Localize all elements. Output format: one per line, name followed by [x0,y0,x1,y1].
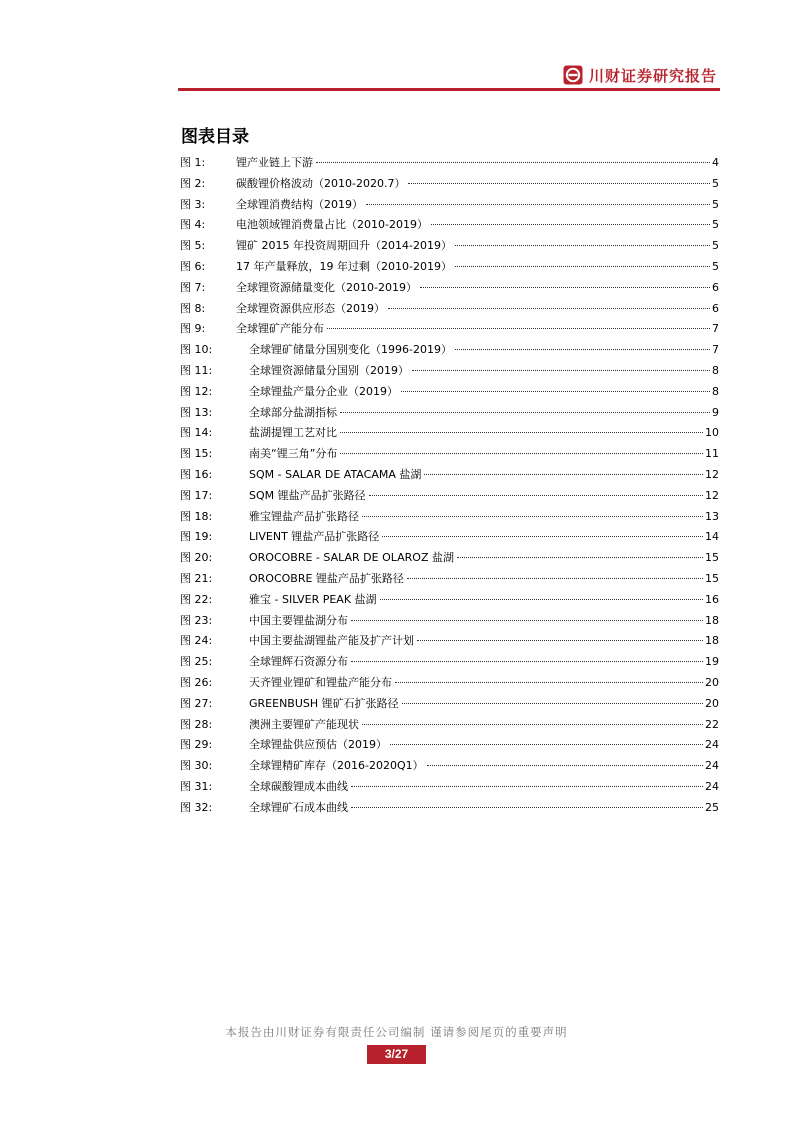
toc-entry[interactable] [180,590,719,611]
toc-entry-title[interactable]: OROCOBRE - SALAR DE OLAROZ 盐湖 [249,551,454,565]
toc-entry-label: 图 16: [180,467,213,481]
toc-entry[interactable] [180,569,719,590]
toc-entry[interactable] [180,527,719,548]
toc-entry[interactable] [180,319,719,340]
toc-entry-label: 图 19: [180,530,213,544]
footer-disclaimer: 本报告由川财证券有限责任公司编制 谨请参阅尾页的重要声明 [225,1025,568,1039]
toc-entry[interactable] [180,548,719,569]
toc-entry-page[interactable]: 20 [705,675,719,689]
toc-entry-title[interactable]: LIVENT 锂盐产品扩张路径 [249,530,380,544]
toc-entry[interactable] [180,715,719,736]
toc-dot-leader [457,557,703,558]
toc-entry[interactable] [180,153,719,174]
toc-dot-leader [420,287,710,288]
toc-entry-page[interactable]: 24 [705,759,719,773]
toc-dot-leader [380,599,703,600]
toc-entry-title[interactable]: 全球锂辉石资源分布 [249,655,348,669]
toc-entry-page[interactable]: 15 [705,551,719,565]
toc-entry-label: 图 4: [180,218,206,232]
toc-entry-title[interactable]: 全球碳酸锂成本曲线 [249,779,348,793]
brand-name: 川财证券研究报告 [588,66,717,85]
toc-entry[interactable] [180,507,719,528]
toc-entry-title[interactable]: 全球锂矿产能分布 [236,322,324,336]
toc-entry[interactable] [180,611,719,632]
toc-dot-leader [316,162,710,163]
toc-entry-label: 图 21: [180,571,213,585]
toc-entry[interactable] [180,694,719,715]
toc-entry[interactable] [180,652,719,673]
toc-dot-leader [417,640,703,641]
toc-entry[interactable] [180,236,719,257]
toc-entry-page[interactable]: 25 [705,800,719,814]
toc-entry-page[interactable]: 5 [712,197,719,211]
toc-entry-title[interactable]: 全球部分盐湖指标 [249,405,337,419]
toc-entry[interactable] [180,631,719,652]
toc-entry-page[interactable]: 14 [705,530,719,544]
toc-entry-title[interactable]: 全球锂精矿库存（2016-2020Q1） [249,759,424,773]
toc-entry-label: 图 15: [180,447,213,461]
page-header [0,0,793,92]
toc-entry-label: 图 11: [180,363,213,377]
toc-entry-label: 图 26: [180,675,213,689]
toc-entry-label: 图 28: [180,717,213,731]
toc-dot-leader [431,224,710,225]
toc-entry-title[interactable]: 全球锂资源储量变化（2010-2019） [236,280,417,294]
toc-entry[interactable] [180,486,719,507]
toc-dot-leader [351,807,703,808]
toc-entry[interactable] [180,174,719,195]
toc-entry-label: 图 3: [180,197,206,211]
toc-entry-label: 图 24: [180,634,213,648]
toc-dot-leader [408,183,710,184]
toc-entry-label: 图 31: [180,779,213,793]
toc-entry-title[interactable]: 全球锂盐产量分企业（2019） [249,384,398,398]
toc-entry-page[interactable]: 10 [705,426,719,440]
toc-entry-page[interactable]: 6 [712,301,719,315]
toc-entry-label: 图 22: [180,592,213,606]
toc-dot-leader [340,453,703,454]
toc-entry-label: 图 18: [180,509,213,523]
toc-dot-leader [395,682,703,683]
toc-entry[interactable] [180,278,719,299]
toc-entry-label: 图 10: [180,343,213,357]
toc-entry-label: 图 2: [180,176,206,190]
toc-dot-leader [412,370,710,371]
toc-entry-label: 图 8: [180,301,206,315]
toc-entry-page[interactable]: 16 [705,592,719,606]
toc-entry-label: 图 32: [180,800,213,814]
toc-entry[interactable] [180,423,719,444]
toc-dot-leader [401,391,710,392]
toc-entry[interactable] [180,403,719,424]
toc-dot-leader [340,412,710,413]
toc-entry-label: 图 25: [180,655,213,669]
toc-entry-title[interactable]: 全球锂消费结构（2019） [236,197,363,211]
toc-entry-title[interactable]: OROCOBRE 锂盐产品扩张路径 [249,571,404,585]
toc-entry-page[interactable]: 20 [705,696,719,710]
toc-dot-leader [327,328,710,329]
toc-entry-title[interactable]: 雅宝锂盐产品扩张路径 [249,509,359,523]
toc-entry-label: 图 30: [180,759,213,773]
toc-entry[interactable] [180,257,719,278]
toc-entry-page[interactable]: 15 [705,571,719,585]
toc-dot-leader [366,204,710,205]
toc-entry-title[interactable]: 电池领域锂消费量占比（2010-2019） [236,218,428,232]
toc-entry[interactable] [180,195,719,216]
toc-dot-leader [402,703,703,704]
toc-entry-page[interactable]: 8 [712,363,719,377]
toc-entry-page[interactable]: 7 [712,343,719,357]
toc-entry[interactable] [180,444,719,465]
toc-entry-label: 图 14: [180,426,213,440]
toc-entry-title[interactable]: 锂矿 2015 年投资周期回升（2014-2019） [236,239,452,253]
toc-dot-leader [390,744,703,745]
toc-entry-title[interactable]: 锂产业链上下游 [236,156,313,169]
toc-entry-title[interactable]: 盐湖提锂工艺对比 [249,426,337,440]
toc-entry-label: 图 17: [180,488,213,502]
toc-entry[interactable] [180,465,719,486]
toc-entry-label: 图 23: [180,613,213,627]
page-indicator: 3/27 [367,1045,426,1064]
toc-entry-title[interactable]: 天齐锂业锂矿和锂盐产能分布 [249,675,392,689]
toc-entry-title[interactable]: 中国主要锂盐湖分布 [249,613,348,627]
toc-entry-label: 图 12: [180,384,213,398]
toc-entry-page[interactable]: 18 [705,613,719,627]
brand [563,64,717,86]
toc-entry-title[interactable]: 雅宝 - SILVER PEAK 盐湖 [249,592,377,606]
toc-entry-page[interactable]: 13 [705,509,719,523]
toc-entry-page[interactable]: 5 [712,176,719,190]
toc-entry[interactable] [180,361,719,382]
toc-entry-page[interactable]: 22 [705,717,719,731]
toc-entry-title[interactable]: 碳酸锂价格波动（2010-2020.7） [236,176,406,190]
chuancai-logo-icon [563,65,583,85]
toc-dot-leader [340,432,703,433]
toc-entry-title[interactable]: 澳洲主要锂矿产能现状 [249,717,359,731]
toc-entry-page[interactable]: 9 [712,405,719,419]
toc-entry-page[interactable]: 11 [705,447,719,461]
toc-dot-leader [388,308,710,309]
toc-entry-title[interactable]: 17 年产量释放，19 年过剩（2010-2019） [236,259,452,273]
toc-entry-label: 图 27: [180,696,213,710]
toc-entry-page[interactable]: 12 [705,467,719,481]
toc-entry-label: 图 13: [180,405,213,419]
toc-entry-title[interactable]: 全球锂盐供应预估（2019） [249,738,387,752]
toc-entry-title[interactable]: 全球锂资源储量分国别（2019） [249,363,409,377]
toc-entry-page[interactable]: 7 [712,322,719,336]
toc-entry-label: 图 7: [180,280,206,294]
toc-dot-leader [351,786,703,787]
toc-dot-leader [455,349,710,350]
toc-dot-leader [455,245,710,246]
toc-entry-page[interactable]: 24 [705,738,719,752]
header-divider [178,88,720,91]
toc-dot-leader [351,620,703,621]
toc-entry[interactable] [180,673,719,694]
toc-entry-title[interactable]: SQM - SALAR DE ATACAMA 盐湖 [249,467,422,481]
toc-entry-page[interactable]: 18 [705,634,719,648]
toc-entry-page[interactable]: 4 [712,156,719,169]
toc-list [180,153,719,819]
toc-dot-leader [351,661,703,662]
toc-entry[interactable] [180,215,719,236]
toc-entry-label: 图 5: [180,239,206,253]
toc-entry[interactable] [180,340,719,361]
toc-entry-title[interactable]: GREENBUSH 锂矿石扩张路径 [249,696,399,710]
toc-dot-leader [455,266,710,267]
toc-dot-leader [362,724,703,725]
toc-entry-label: 图 20: [180,551,213,565]
toc-entry-title[interactable]: 南美“锂三角”分布 [249,447,338,461]
toc-entry-title[interactable]: 中国主要盐湖锂盐产能及扩产计划 [249,634,414,648]
toc-entry-page[interactable]: 5 [712,239,719,253]
toc-entry-page[interactable]: 8 [712,384,719,398]
toc-entry-page[interactable]: 6 [712,280,719,294]
toc-dot-leader [427,765,703,766]
toc-entry[interactable] [180,735,719,756]
toc-entry[interactable] [180,798,719,819]
toc-entry[interactable] [180,777,719,798]
toc-dot-leader [407,578,703,579]
toc-entry[interactable] [180,756,719,777]
toc-entry-page[interactable]: 19 [705,655,719,669]
toc-dot-leader [424,474,703,475]
toc-entry-page[interactable]: 12 [705,488,719,502]
toc-entry-page[interactable]: 5 [712,259,719,273]
toc-entry-label: 图 9: [180,322,206,336]
toc-entry-label: 图 1: [180,156,206,169]
toc-entry-title[interactable]: 全球锂矿储量分国别变化（1996-2019） [249,343,452,357]
toc-entry-label: 图 6: [180,259,206,273]
toc-entry[interactable] [180,299,719,320]
toc-entry-title[interactable]: 全球锂资源供应形态（2019） [236,301,385,315]
toc-dot-leader [369,495,703,496]
toc-entry-page[interactable]: 24 [705,779,719,793]
toc-entry-label: 图 29: [180,738,213,752]
toc-entry-title[interactable]: 全球锂矿石成本曲线 [249,800,348,814]
toc-title: 图表目录 [181,127,249,147]
toc-dot-leader [362,516,703,517]
toc-dot-leader [382,536,703,537]
toc-entry-page[interactable]: 5 [712,218,719,232]
toc-entry-title[interactable]: SQM 锂盐产品扩张路径 [249,488,366,502]
toc-entry[interactable] [180,382,719,403]
